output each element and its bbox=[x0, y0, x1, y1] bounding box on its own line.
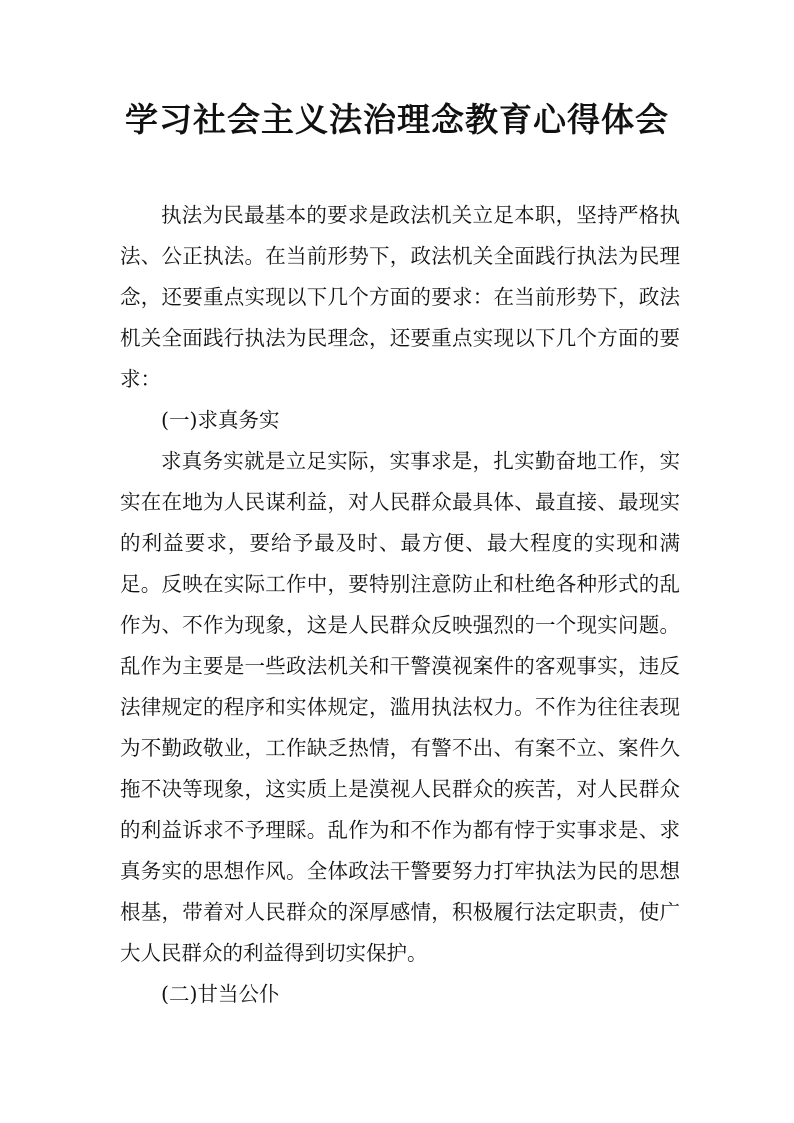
section-heading-1: (一)求真务实 bbox=[161, 408, 280, 432]
section-heading-2: (二)甘当公仆 bbox=[161, 982, 280, 1006]
intro-paragraph: 执法为民最基本的要求是政法机关立足本职，坚持严格执法、公正执法。在当前形势下，政法机关全面践行执法为民理念，还要重点实现以下几个方面的要求：在当前形势下，政法机关全面践行执法为民理念，还要重点实现以下几个方面的要求： bbox=[120, 203, 680, 391]
section-1-paragraph: 求真务实就是立足实际，实事求是，扎实勤奋地工作，实实在在地为人民谋利益，对人民群众最具体、最直接、最现实的利益要求，要给予最及时、最方便、最大程度的实现和满足。反映在实际工作中，要特别注意防止和杜绝各种形式的乱作为、不作为现象，这是人民群众反映强烈的一个现实问题。乱作为主要是一些政法机关和干警漠视案件的客观事实，违反法律规定的程序和实体规定，滥用执法权力。不作为往往表现为不勤政敬业，工作缺乏热情，有警不出、有案不立、案件久拖不决等现象，这实质上是漠视人民群众的疾苦，对人民群众的利益诉求不予理睬。乱作为和不作为都有悖于实事求是、求真务实的思想作风。全体政法干警要努力打牢执法为民的思想根基，带着对人民群众的深厚感情，积极履行法定职责，使广大人民群众的利益得到切实保护。 bbox=[120, 449, 680, 965]
document-title: 学习社会主义法治理念教育心得体会 bbox=[125, 100, 669, 139]
document-body bbox=[120, 195, 680, 1015]
